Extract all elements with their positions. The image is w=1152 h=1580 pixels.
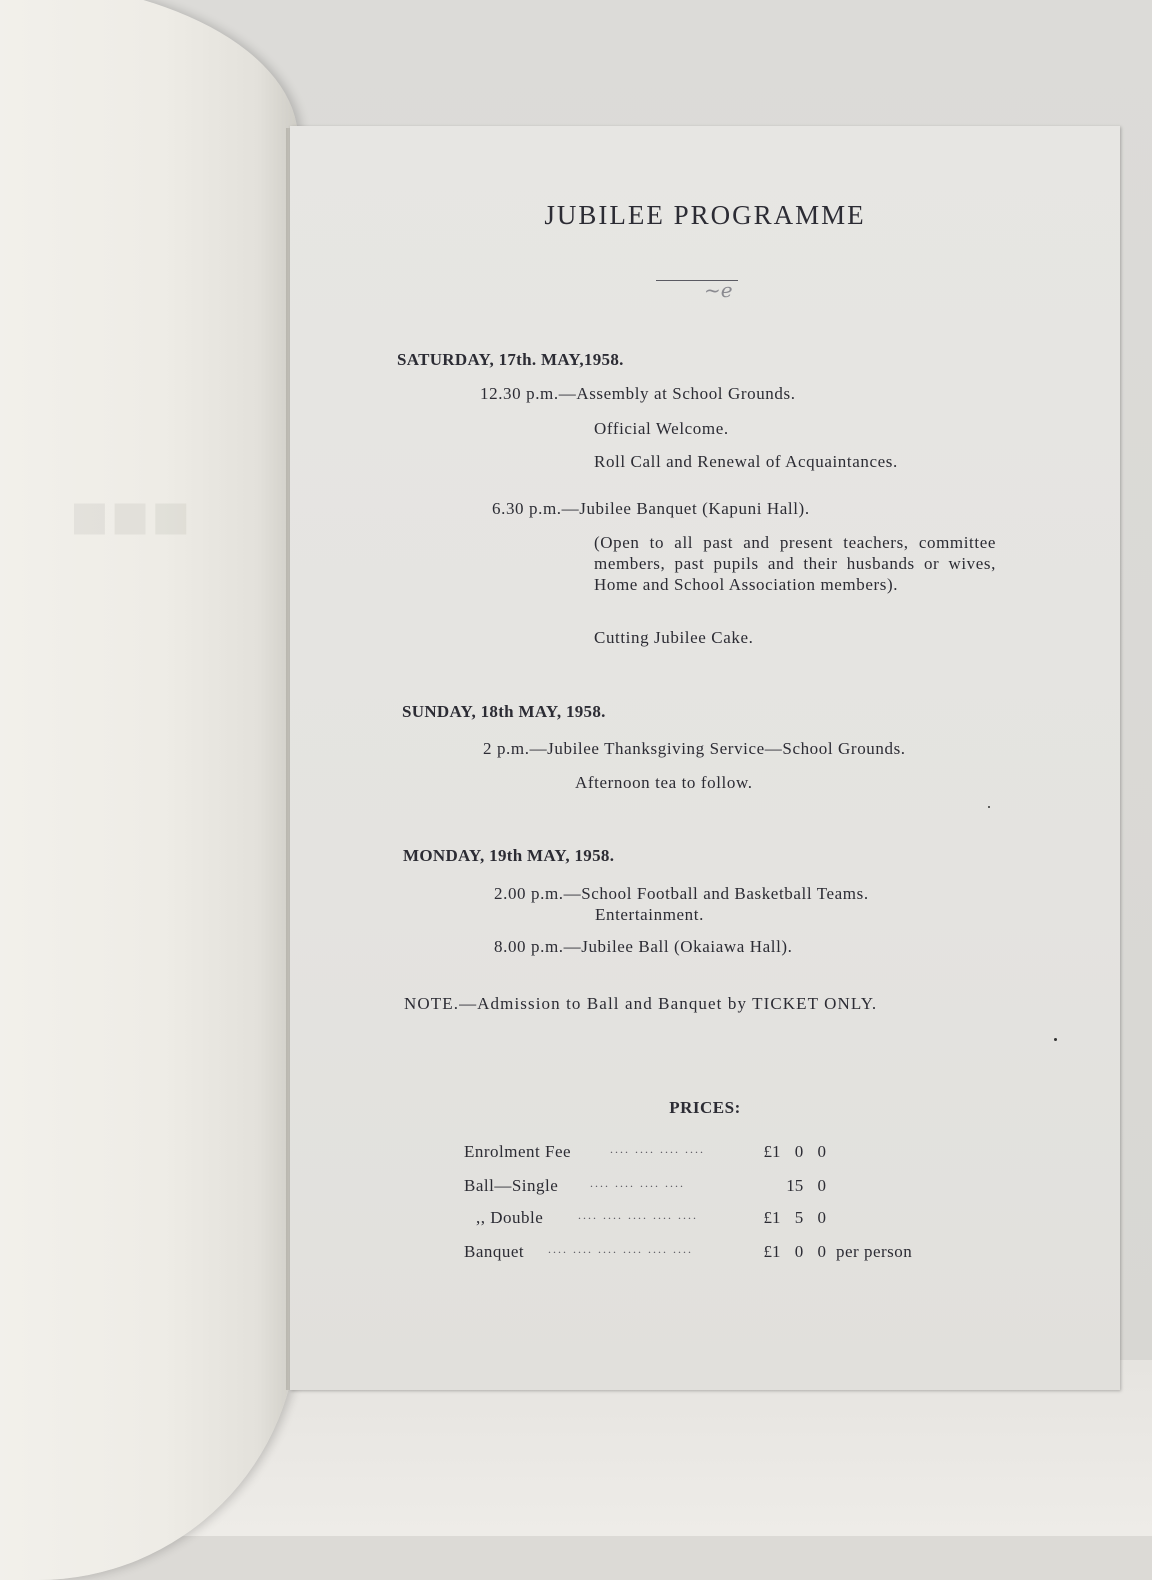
paper-speck [1054,1038,1057,1041]
schedule-paragraph: (Open to all past and present teachers, committee members, past pupils and their husbands or wives, Home and School Association members). [594,533,996,594]
price-amount: £1 0 0 [763,1142,826,1161]
left-page [0,0,298,1580]
price-row [464,1142,944,1166]
pencil-mark: ~e [704,278,733,302]
price-leader-dots: .... .... .... .... .... .... [548,1242,693,1256]
paper-speck [988,806,990,808]
schedule-line: Afternoon tea to follow. [575,773,753,792]
price-leader-dots: .... .... .... .... [590,1176,685,1190]
right-page [290,126,1120,1390]
schedule-line: 12.30 p.m.—Assembly at School Grounds. [480,384,796,403]
schedule-line: Roll Call and Renewal of Acquaintances. [594,452,898,471]
price-leader-dots: .... .... .... .... .... [578,1208,698,1222]
schedule-line: Official Welcome. [594,419,729,438]
day-heading-monday: MONDAY, 19th MAY, 1958. [403,846,615,865]
page-title: JUBILEE PROGRAMME [544,200,866,230]
price-label: Ball—Single [464,1176,559,1195]
schedule-line: 6.30 p.m.—Jubilee Banquet (Kapuni Hall). [492,499,810,518]
price-leader-dots: .... .... .... .... [610,1142,705,1156]
price-note: per person [836,1242,913,1261]
prices-heading: PRICES: [669,1098,741,1117]
price-label: Banquet [464,1242,525,1261]
schedule-line: Entertainment. [595,905,704,924]
price-label: ,, Double [476,1208,544,1227]
bleed-through-text: ■■■ [70,481,192,552]
price-amount: 15 0 [786,1176,826,1195]
schedule-line: 8.00 p.m.—Jubilee Ball (Okaiawa Hall). [494,937,793,956]
price-amount: £1 0 0 [763,1242,826,1261]
price-row [464,1208,944,1232]
admission-note: NOTE.—Admission to Ball and Banquet by TICKET ONLY. [404,994,878,1013]
schedule-line: 2 p.m.—Jubilee Thanksgiving Service—School Grounds. [483,739,906,758]
price-row [464,1242,944,1266]
price-label: Enrolment Fee [464,1142,572,1161]
schedule-line: Cutting Jubilee Cake. [594,628,754,647]
day-heading-sunday: SUNDAY, 18th MAY, 1958. [402,702,606,721]
price-row [464,1176,944,1200]
price-amount: £1 5 0 [763,1208,826,1227]
schedule-line: 2.00 p.m.—School Football and Basketball Teams. [494,884,869,903]
day-heading-saturday: SATURDAY, 17th. MAY,1958. [397,350,624,369]
